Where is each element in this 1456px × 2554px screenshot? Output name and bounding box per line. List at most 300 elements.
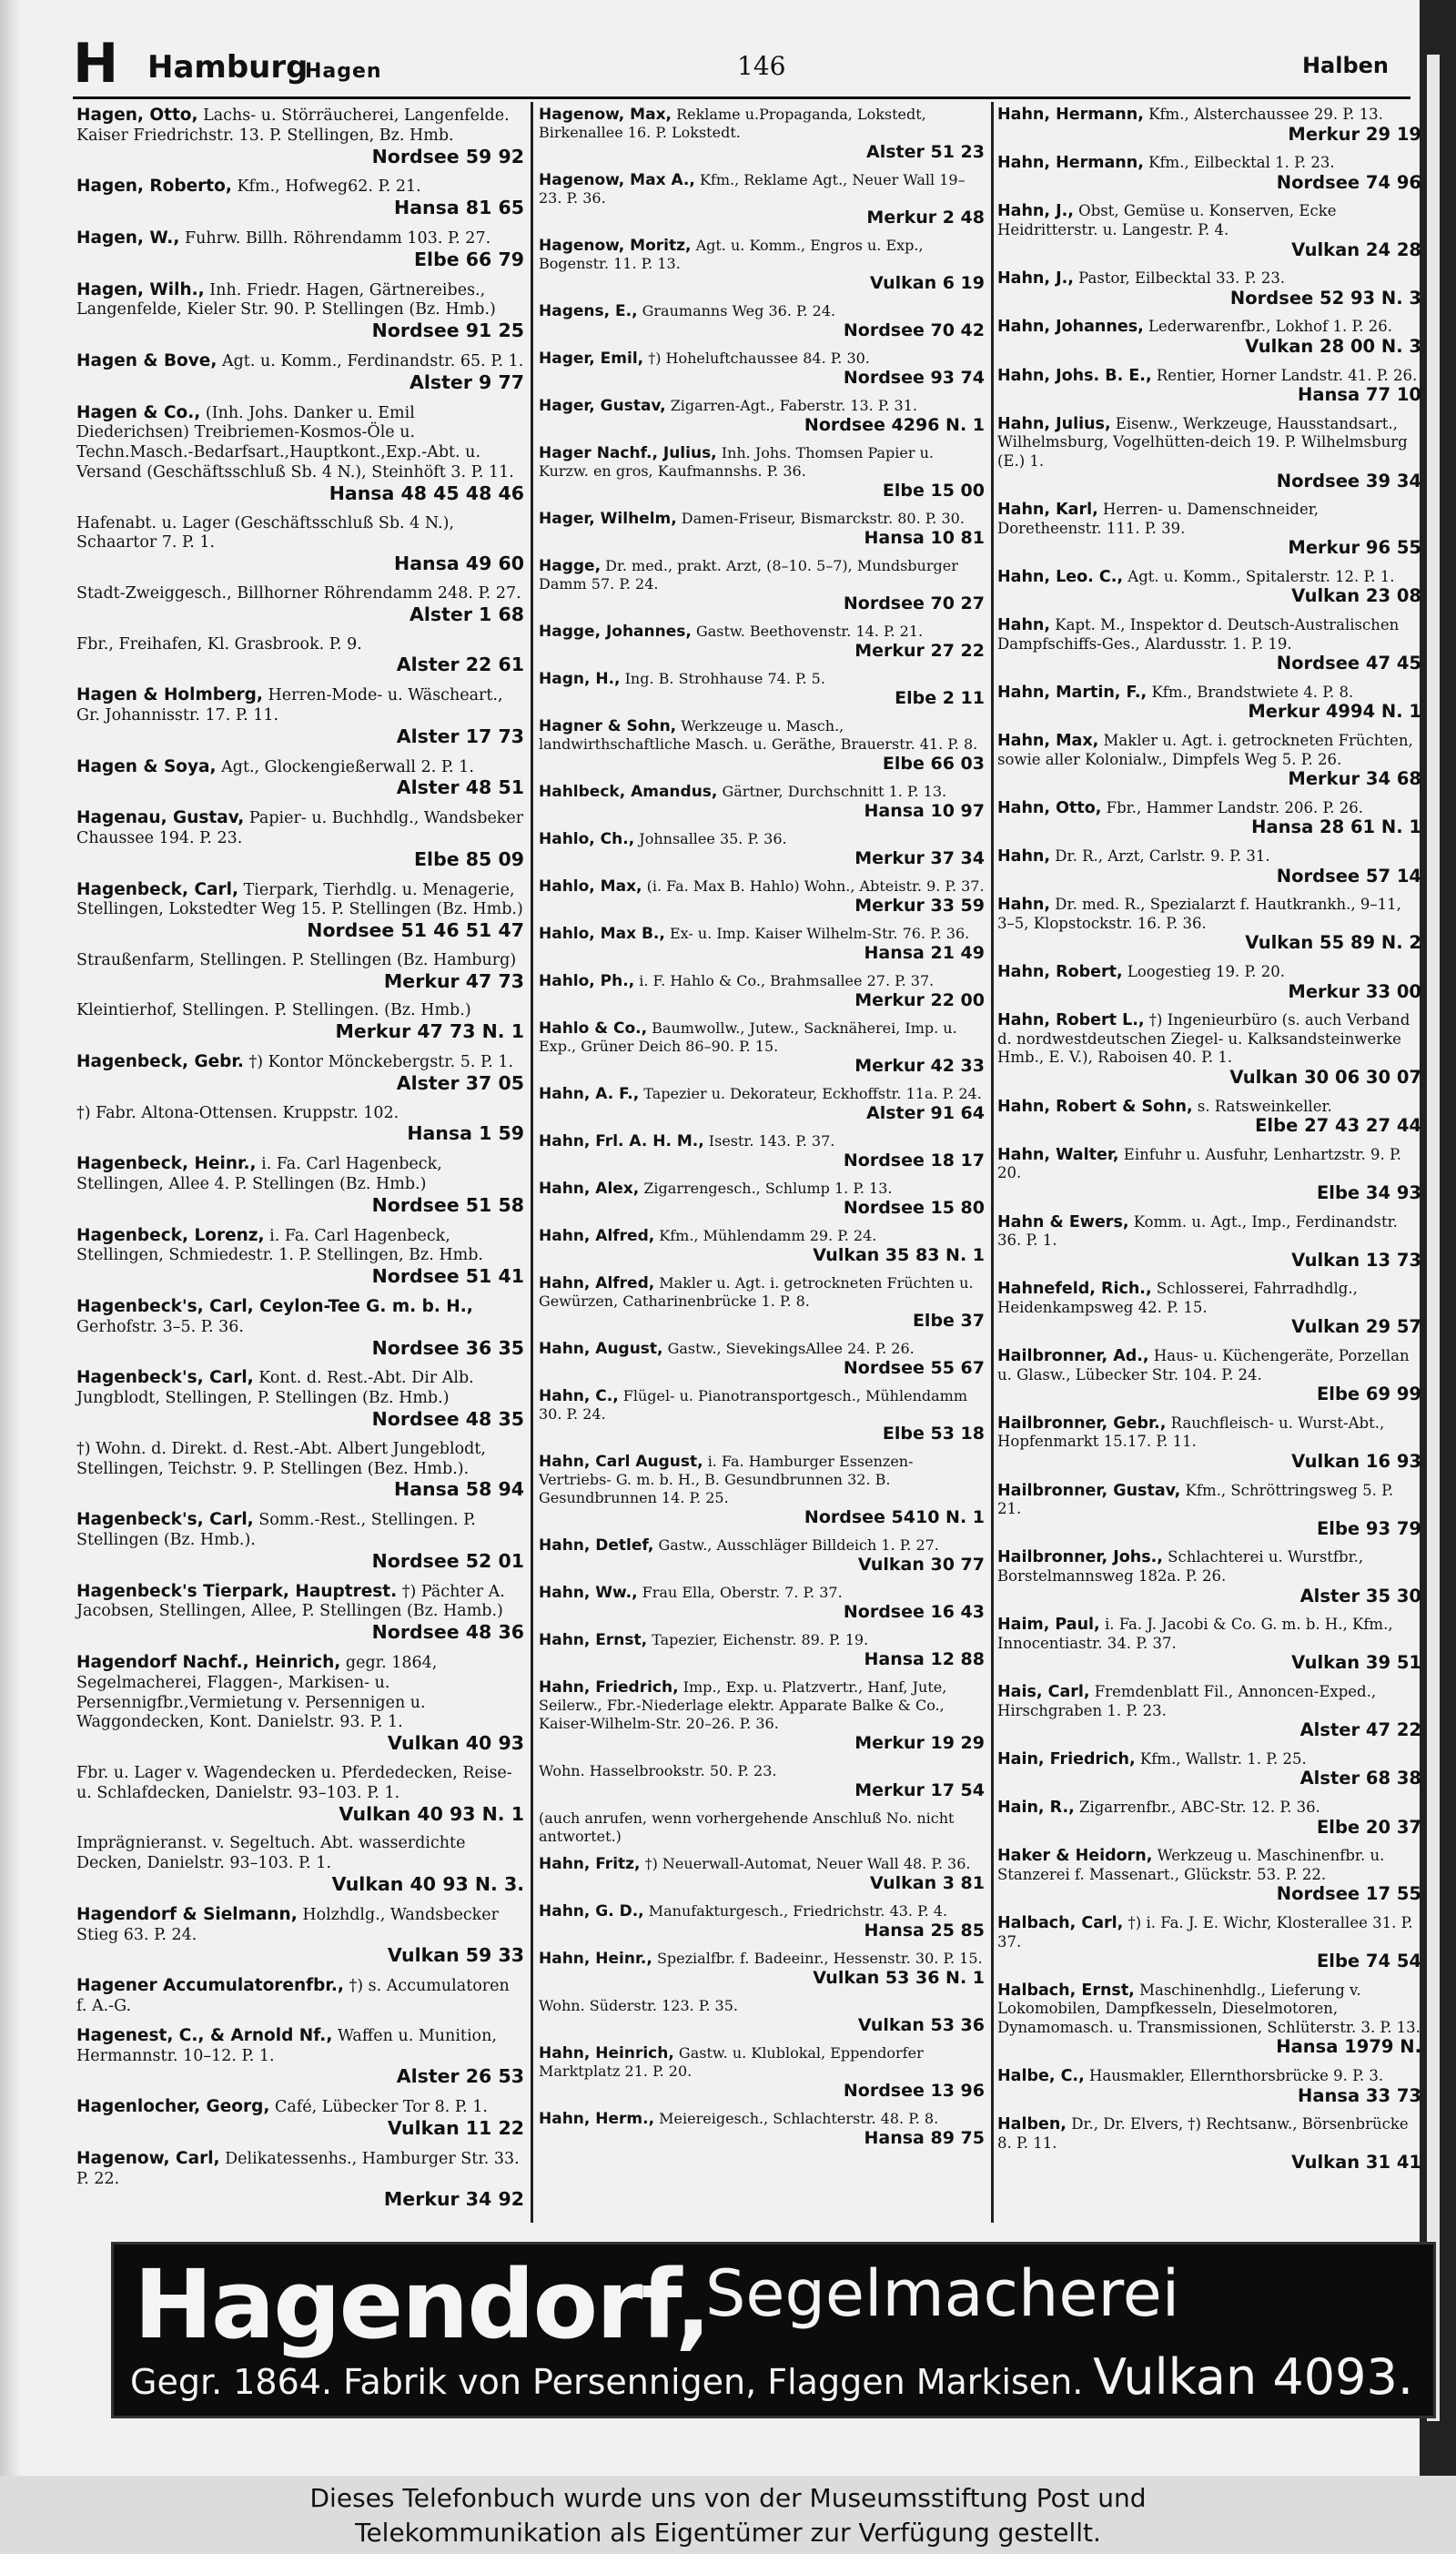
directory-entry [539, 1997, 985, 2035]
directory-entry [539, 397, 985, 435]
entry-phone: Hansa 89 75 [864, 2128, 985, 2148]
entry-phone: Hansa 33 73 [1298, 2084, 1421, 2106]
entry-text [997, 1146, 1401, 1182]
directory-entry [76, 1905, 524, 1967]
entry-details: †) s. Accumulatoren f. A.-G. [76, 1977, 510, 2015]
directory-entry [539, 830, 985, 868]
entry-text [997, 616, 1399, 653]
entry-details: Kfm., Eilbecktal 1. P. 23. [1148, 154, 1335, 172]
entry-details: Tierpark, Tierhdlg. u. Menagerie, Stellingen, Lokstedter Weg 15. P. Stellingen (Bz. Hmb.) [76, 880, 523, 919]
entry-phone: Elbe 93 79 [1316, 1517, 1421, 1539]
entry-details: Schlosserei, Fahrradhdlg., Heidenkampsweg 42. P. 15. [997, 1280, 1358, 1316]
entry-phone: Merkur 34 68 [1288, 768, 1421, 790]
entry-name: Hager Nachf., Julius, [539, 444, 717, 462]
entry-name: Hahn, Martin, F., [997, 683, 1148, 702]
entry-details: Kfm., Hofweg62. P. 21. [237, 177, 421, 197]
entry-text [76, 584, 521, 603]
entry-name: Hagen, Otto, [76, 106, 198, 125]
entry-name: Hahlo, Max B., [539, 925, 665, 943]
entry-phone: Merkur 96 55 [1288, 537, 1421, 559]
entry-name: Hagner & Sohn, [539, 717, 677, 735]
entry-name: Hahn, [997, 896, 1051, 915]
entry-text [997, 963, 1285, 980]
entry-name: Hahn, Ww., [539, 1584, 638, 1602]
directory-entry [76, 177, 524, 219]
entry-details: Kont. d. Rest.-Abt. Dir Alb. Jungblodt, Stellingen, P. Stellingen (Bz. Hmb.) [76, 1369, 474, 1408]
entry-text [76, 2027, 497, 2065]
directory-entry [997, 269, 1421, 309]
entry-name: Hailbronner, Gustav, [997, 1481, 1181, 1500]
entry-phone: Vulkan 31 41 [1291, 2152, 1421, 2174]
entry-details: Kleintierhof, Stellingen. P. Stellingen. (Bz. Hmb.) [76, 1001, 471, 1020]
directory-entry [539, 444, 985, 501]
entry-text [76, 1155, 442, 1193]
entry-text [997, 154, 1335, 171]
entry-name: Hahn, August, [539, 1340, 663, 1358]
directory-entry [76, 2149, 524, 2211]
entry-text [76, 281, 496, 319]
entry-name: Hahn, Hermann, [997, 154, 1144, 173]
entry-text [997, 1981, 1421, 2036]
entry-details: Agt., Glockengießerwall 2. P. 1. [221, 757, 474, 776]
entry-text [76, 1369, 474, 1407]
entry-phone: Hansa 48 45 48 46 [329, 481, 524, 504]
entry-phone: Vulkan 40 93 N. 3. [331, 1872, 524, 1895]
entry-name: Hailbronner, Gebr., [997, 1414, 1167, 1433]
directory-entry [76, 1976, 524, 2017]
entry-phone: Nordsee 70 42 [843, 320, 985, 340]
entry-details: Damen-Friseur, Bismarckstr. 80. P. 30. [681, 510, 965, 527]
entry-text [997, 732, 1413, 768]
directory-entry [539, 1085, 985, 1123]
entry-name: Hagens, E., [539, 302, 638, 320]
entry-details: (Inh. Johs. Danker u. Emil Diederichsen) Treibriemen-Kosmos-Öle u. Techn.Masch.-Bedarfsart.,Hauptkont.,Exp.-Abt. u. Versand (Geschäftsschluß Sb. 4 N.), Steinhöft 3. P. 11. [76, 403, 514, 481]
entry-phone: Elbe 20 37 [1316, 1816, 1421, 1838]
entry-text [76, 1583, 505, 1621]
entry-text [539, 1631, 868, 1648]
entry-phone: Vulkan 53 36 [857, 2015, 985, 2035]
directory-entry [997, 1414, 1421, 1473]
entry-text [539, 557, 958, 593]
entry-text [539, 1085, 982, 1102]
entry-details: Makler u. Agt. i. getrockneten Früchten, sowie aller Kolonialw., Dimpfels Weg 5. P. 26. [997, 732, 1413, 768]
entry-details: Fbr., Hammer Landstr. 206. P. 26. [1106, 798, 1364, 816]
directory-entry [76, 106, 524, 167]
directory-entry [76, 685, 524, 747]
entry-phone: Alster 17 73 [396, 725, 524, 747]
ad-subtitle: Segelmacherei [705, 2256, 1180, 2331]
entry-name: Hahn, Robert L., [997, 1011, 1145, 1030]
directory-entry [76, 514, 524, 575]
entry-phone: Merkur 17 54 [854, 1780, 985, 1800]
entry-details: Straußenfarm, Stellingen. P. Stellingen (Bz. Hamburg) [76, 950, 517, 969]
entry-details: Eisenw., Werkzeuge, Hausstandsart., Wilhelmsburg, Vogelhütten-deich 19. P. Wilhelmsburg (E.) 1. [997, 414, 1408, 470]
entry-phone: Vulkan 3 81 [870, 1873, 985, 1893]
entry-details: Zigarrengesch., Schlump 1. P. 13. [643, 1180, 893, 1197]
entry-name: Hagenow, Carl, [76, 2148, 220, 2168]
entry-phone: Alster 9 77 [410, 370, 524, 393]
entry-phone: Nordsee 47 45 [1276, 653, 1421, 674]
entry-details: gegr. 1864, Segelmacherei, Flaggen-, Markisen- u. Persennigfbr.,Vermietung v. Persennigen u. Waggondecken, Kont. Danielstr. 93. P. 1. [76, 1654, 438, 1732]
entry-text [539, 1180, 892, 1197]
directory-entry [997, 896, 1421, 954]
directory-entry [539, 237, 985, 293]
entry-phone: Merkur 34 92 [383, 2188, 524, 2211]
entry-phone: Nordsee 55 67 [843, 1358, 985, 1378]
entry-name: Hagenbeck's, Carl, [76, 1368, 254, 1388]
directory-entry [539, 1180, 985, 1218]
entry-text [76, 1511, 476, 1549]
advertisement-banner [111, 2242, 1436, 2418]
entry-name: Hahn, Heinr., [539, 1950, 652, 1968]
entry-name: Hahn, Carl August, [539, 1453, 703, 1471]
entry-phone: Nordsee 16 43 [843, 1602, 985, 1622]
entry-details: Papier- u. Buchhdlg., Wandsbeker Chaussee 194. P. 23. [76, 809, 524, 847]
entry-details: Kfm., Wallstr. 1. P. 25. [1139, 1749, 1307, 1768]
entry-phone: Merkur 22 00 [854, 990, 985, 1010]
entry-name: Hagen & Bove, [76, 350, 217, 370]
directory-entry [997, 732, 1421, 790]
entry-text [539, 830, 787, 847]
entry-text [997, 1414, 1384, 1451]
entry-phone: Merkur 19 29 [854, 1733, 985, 1753]
entry-name: Hagenbeck, Gebr. [76, 1052, 244, 1072]
entry-text [997, 1750, 1307, 1768]
directory-entry [76, 1510, 524, 1572]
entry-text [76, 1227, 483, 1265]
entry-phone: Elbe 37 [912, 1311, 985, 1331]
entry-text [539, 171, 966, 207]
entry-text [76, 106, 510, 145]
entry-details: Kfm., Alsterchaussee 29. P. 13. [1148, 106, 1383, 123]
entry-details: (auch anrufen, wenn vorhergehende Anschluß No. nicht antwortet.) [539, 1809, 955, 1845]
entry-phone: Vulkan 30 06 30 07 [1229, 1066, 1421, 1088]
directory-entry [539, 106, 985, 162]
entry-details: Café, Lübecker Tor 8. P. 1. [274, 2098, 488, 2117]
entry-details: Zigarrenfbr., ABC-Str. 12. P. 36. [1079, 1798, 1320, 1816]
directory-entry [539, 1536, 985, 1575]
entry-phone: Vulkan 39 51 [1291, 1652, 1421, 1674]
entry-text [76, 177, 421, 196]
entry-text [539, 877, 985, 895]
entry-phone: Alster 1 68 [410, 603, 524, 625]
directory-entry [539, 783, 985, 821]
city-title: Hamburg [147, 49, 308, 86]
directory-entry [539, 171, 985, 228]
entry-details: Gastw., Ausschläger Billdeich 1. P. 27. [658, 1536, 939, 1554]
directory-entry [76, 351, 524, 394]
entry-phone: Elbe 69 99 [1316, 1383, 1421, 1405]
entry-text [76, 1654, 437, 1731]
entry-phone: Nordsee 4296 N. 1 [804, 415, 985, 435]
entry-phone: Nordsee 18 17 [843, 1150, 985, 1171]
ad-company-name: Hagendorf, [134, 2249, 710, 2360]
entry-name: Hahn, Ernst, [539, 1631, 648, 1649]
entry-name: Hagenbeck, Lorenz, [76, 1225, 265, 1245]
directory-entry [997, 1799, 1421, 1838]
entry-details: Fremdenblatt Fil., Annoncen-Exped., Hirschgraben 1. P. 23. [997, 1682, 1377, 1719]
directory-entry [539, 1678, 985, 1753]
entry-phone: Alster 91 64 [866, 1103, 985, 1123]
directory-entry [539, 2044, 985, 2101]
directory-entry [997, 1750, 1421, 1789]
entry-phone: Alster 68 38 [1299, 1768, 1421, 1789]
entry-details: †) Neuerwall-Automat, Neuer Wall 48. P. 36. [644, 1855, 971, 1872]
entry-text [539, 1584, 843, 1601]
directory-entry [76, 1653, 524, 1755]
directory-entry [997, 1280, 1421, 1338]
entry-phone: Vulkan 59 33 [387, 1944, 524, 1967]
entry-name: Hahn, Walter, [997, 1145, 1119, 1164]
entry-details: Agt. u. Komm., Ferdinandstr. 65. P. 1. [221, 351, 524, 370]
entry-phone: Nordsee 51 41 [371, 1265, 524, 1288]
directory-entry [539, 1902, 985, 1941]
entry-name: Hagenau, Gustav, [76, 808, 245, 828]
entry-phone: Vulkan 40 93 N. 1 [339, 1802, 524, 1825]
entry-details: †) Hoheluftchaussee 84. P. 30. [648, 350, 870, 367]
footer-line-2: Telekommunikation als Eigentümer zur Verfügung gestellt. [355, 2518, 1101, 2548]
entry-text [997, 415, 1408, 470]
entry-name: Hagendorf & Sielmann, [76, 1904, 298, 1924]
entry-details: Rauchfleisch- u. Wurst-Abt., Hopfenmarkt 15.17. P. 11. [997, 1414, 1385, 1451]
adjacent-page-strip [1427, 55, 1440, 2421]
entry-phone: Elbe 34 93 [1316, 1181, 1421, 1203]
header-rule [73, 96, 1410, 99]
entry-text [539, 1950, 983, 1967]
entry-phone: Nordsee 59 92 [371, 145, 524, 167]
entry-text [76, 514, 454, 552]
entry-text [997, 568, 1395, 585]
ad-phone: Vulkan 4093. [1093, 2348, 1413, 2406]
entry-text [997, 106, 1383, 123]
entry-name: Hahn, [997, 847, 1051, 866]
entry-phone: Vulkan 40 93 [387, 1732, 524, 1755]
entry-text [997, 1847, 1384, 1883]
entry-text [997, 2115, 1409, 2152]
entry-details: †) Kontor Mönckebergstr. 5. P. 1. [248, 1053, 514, 1072]
entry-details: Waffen u. Munition, Hermannstr. 10–12. P. 1. [76, 2026, 497, 2065]
entry-text [76, 1977, 510, 2015]
entry-text [539, 623, 923, 640]
entry-details: Stadt-Zweiggesch., Billhorner Röhrendamm 248. P. 27. [76, 583, 521, 603]
directory-entry [539, 302, 985, 340]
entry-text [76, 1906, 499, 1944]
entry-name: Halbach, Carl, [997, 1913, 1124, 1932]
entry-text [76, 2150, 520, 2188]
directory-entry [76, 1368, 524, 1430]
directory-entry [997, 1981, 1421, 2058]
entry-name: Hahn, Alfred, [539, 1274, 655, 1292]
footer-line-1: Dieses Telefonbuch wurde uns von der Museumsstiftung Post und [309, 2483, 1147, 2513]
entry-details: Pastor, Eilbecktal 33. P. 23. [1078, 269, 1286, 288]
entry-text [997, 1799, 1320, 1816]
entry-text [539, 2044, 924, 2080]
directory-column-1 [76, 106, 524, 2220]
entry-name: Hahn, Detlef, [539, 1536, 654, 1555]
entry-text [997, 1482, 1393, 1518]
entry-details: i. Fa. Carl Hagenbeck, Stellingen, Schmiedestr. 1. P. Stellingen, Bz. Hmb. [76, 1226, 483, 1265]
entry-phone: Nordsee 5410 N. 1 [804, 1507, 985, 1527]
directory-entry [997, 799, 1421, 838]
entry-details: Manufakturgesch., Friedrichstr. 43. P. 4. [648, 1902, 948, 1920]
entry-details: Maschinenhdlg., Lieferung v. Lokomobilen, Dampfkesseln, Dieselmotoren, Dynamomasch. u. Transmissionen, Schlüterstr. 3. P. 13. [997, 1981, 1421, 2036]
entry-details: Lederwarenfbr., Lokhof 1. P. 26. [1148, 318, 1392, 336]
directory-entry [76, 1764, 524, 1825]
entry-text [539, 925, 969, 942]
directory-entry [76, 635, 524, 677]
entry-phone: Nordsee 51 58 [371, 1193, 524, 1216]
entry-phone: Vulkan 13 73 [1291, 1249, 1421, 1271]
entry-details: Lachs- u. Störräucherei, Langenfelde. Kaiser Friedrichstr. 13. P. Stellingen, Bz. Hmb. [76, 106, 510, 145]
entry-name: Hailbronner, Johs., [997, 1548, 1163, 1567]
entry-details: Wohn. Süderstr. 123. P. 35. [539, 1997, 738, 2014]
entry-text [997, 2067, 1383, 2084]
entry-text [539, 302, 835, 319]
entry-phone: Vulkan 16 93 [1291, 1451, 1421, 1473]
entry-details: Reklame u.Propaganda, Lokstedt, Birkenallee 16. P. Lokstedt. [539, 106, 926, 141]
directory-entry [76, 403, 524, 505]
entry-details: Einfuhr u. Ausfuhr, Lenhartzstr. 9. P. 20. [997, 1145, 1401, 1182]
entry-phone: Hansa 81 65 [394, 197, 524, 219]
directory-entry [76, 808, 524, 870]
entry-phone: Merkur 27 22 [854, 641, 985, 661]
directory-entry [76, 1001, 524, 1043]
entry-text [539, 1855, 970, 1872]
entry-name: Hahn, Robert, [997, 962, 1123, 981]
entry-text [539, 1997, 738, 2014]
page-left-edge [0, 0, 20, 2476]
entry-text [539, 1019, 957, 1055]
entry-name: Hagenbeck, Carl, [76, 879, 239, 899]
entry-phone: Elbe 53 18 [882, 1424, 985, 1444]
entry-name: Hager, Wilhelm, [539, 510, 677, 528]
entry-details: Gärtner, Durchschnitt 1. P. 13. [722, 783, 947, 800]
directory-entry [997, 1482, 1421, 1540]
entry-phone: Merkur 29 19 [1288, 123, 1421, 145]
entry-details: Rentier, Horner Landstr. 41. P. 26. [1156, 366, 1418, 384]
entry-phone: Vulkan 28 00 N. 3 [1245, 335, 1421, 357]
entry-phone: Nordsee 48 35 [371, 1408, 524, 1431]
entry-details: Inh. Friedr. Hagen, Gärtnereibes., Langenfelde, Kieler Str. 90. P. Stellingen (Bz. Hmb.) [76, 280, 496, 319]
entry-name: Hager, Gustav, [539, 397, 666, 415]
entry-phone: Vulkan 29 57 [1291, 1316, 1421, 1338]
page-number: 146 [737, 51, 786, 81]
entry-details: Werkzeug u. Maschinenfbr. u. Stanzerei f. Massenart., Glückstr. 53. P. 22. [997, 1847, 1385, 1883]
entry-name: Hahn, Leo. C., [997, 567, 1124, 586]
entry-details: i. F. Hahlo & Co., Brahmsallee 27. P. 37. [639, 972, 935, 989]
directory-entry [76, 2026, 524, 2088]
directory-entry [76, 280, 524, 342]
entry-name: Hagge, Johannes, [539, 623, 692, 641]
entry-phone: Vulkan 30 77 [857, 1555, 985, 1575]
entry-text [76, 758, 474, 776]
directory-entry [539, 350, 985, 388]
entry-text [997, 318, 1392, 335]
entry-details: Spezialfbr. f. Badeeinr., Hessenstr. 30. P. 15. [656, 1950, 983, 1967]
entry-name: Hahlo & Co., [539, 1019, 648, 1038]
entry-phone: Elbe 2 11 [895, 688, 985, 708]
directory-entry [997, 1011, 1421, 1088]
entry-details: Ex- u. Imp. Kaiser Wilhelm-Str. 76. P. 36. [669, 925, 970, 942]
entry-details: Somm.-Rest., Stellingen. P. Stellingen (Bz. Hmb.). [76, 1511, 476, 1550]
page-range-start: Hagen [305, 60, 382, 83]
entry-text [539, 106, 926, 141]
entry-phone: Nordsee 52 93 N. 3 [1229, 287, 1421, 309]
directory-entry [76, 1582, 524, 1644]
entry-text [76, 1104, 399, 1122]
entry-text [539, 783, 946, 800]
entry-name: Hagenow, Max, [539, 106, 672, 124]
directory-entry [997, 1098, 1421, 1137]
entry-details: Hausmakler, Ellernthorsbrücke 9. P. 3. [1088, 2067, 1384, 2085]
directory-entry [997, 847, 1421, 887]
directory-entry [997, 568, 1421, 607]
directory-entry [539, 1631, 985, 1669]
entry-text [539, 1809, 954, 1845]
entry-phone: Hansa 28 61 N. 1 [1251, 816, 1421, 838]
entry-details: Ing. B. Strohhause 74. P. 5. [624, 670, 825, 687]
entry-details: Agt. u. Komm., Spitalerstr. 12. P. 1. [1127, 567, 1395, 585]
entry-text [539, 670, 825, 687]
entry-name: Hagen & Soya, [76, 756, 217, 776]
entry-phone: Nordsee 39 34 [1276, 470, 1421, 492]
entry-text [76, 881, 523, 919]
entry-phone: Hansa 77 10 [1298, 384, 1421, 406]
directory-entry [997, 415, 1421, 492]
entry-phone: Nordsee 36 35 [371, 1336, 524, 1359]
entry-details: †) Fabr. Altona-Ottensen. Kruppstr. 102. [76, 1103, 399, 1122]
directory-entry [997, 367, 1421, 406]
entry-details: Flügel- u. Pianotransportgesch., Mühlendamm 30. P. 24. [539, 1387, 967, 1423]
entry-name: Hailbronner, Ad., [997, 1347, 1149, 1366]
entry-details: Frau Ella, Oberstr. 7. P. 37. [642, 1584, 843, 1601]
entry-text [539, 1453, 914, 1506]
entry-details: Fbr. u. Lager v. Wagendecken u. Pferdedecken, Reise- u. Schlafdecken, Danielstr. 93–103. P. 1. [76, 1763, 512, 1802]
entry-text [997, 1548, 1363, 1585]
entry-phone: Alster 51 23 [866, 142, 985, 162]
entry-phone: Hansa 49 60 [394, 552, 524, 575]
entry-name: Hahnefeld, Rich., [997, 1280, 1152, 1299]
entry-phone: Vulkan 53 36 N. 1 [813, 1968, 985, 1988]
entry-name: Halbe, C., [997, 2067, 1085, 2086]
entry-text [997, 1347, 1410, 1383]
entry-details: Gerhofstr. 3–5. P. 36. [76, 1317, 244, 1336]
entry-name: Hagn, H., [539, 670, 621, 688]
entry-phone: Merkur 2 48 [866, 208, 985, 228]
entry-name: Hahn, Alfred, [539, 1227, 655, 1245]
entry-text [539, 1387, 967, 1423]
entry-name: Hahn, A. F., [539, 1085, 640, 1103]
entry-name: Hahn, Julius, [997, 414, 1111, 433]
entry-name: Hahn, Johannes, [997, 318, 1144, 337]
entry-name: Hahn, Otto, [997, 798, 1102, 817]
directory-entry [997, 1548, 1421, 1606]
entry-text [76, 404, 514, 481]
entry-details: Delikatessenhs., Hamburger Str. 33. P. 22. [76, 2149, 520, 2188]
entry-name: Hahn, Johs. B. E., [997, 366, 1152, 385]
entry-phone: Merkur 47 73 [383, 969, 524, 992]
entry-details: Kfm., Schröttringsweg 5. P. 21. [997, 1481, 1394, 1518]
directory-entry [539, 1950, 985, 1988]
entry-name: Hahn, Robert & Sohn, [997, 1097, 1193, 1116]
directory-entry [539, 1387, 985, 1444]
entry-text [997, 1280, 1358, 1316]
directory-entry [997, 154, 1421, 193]
entry-phone: Hansa 58 94 [394, 1478, 524, 1501]
entry-name: Hagenlocher, Georg, [76, 2097, 270, 2117]
directory-column-2 [539, 106, 985, 2157]
entry-name: Hahn & Ewers, [997, 1212, 1129, 1231]
